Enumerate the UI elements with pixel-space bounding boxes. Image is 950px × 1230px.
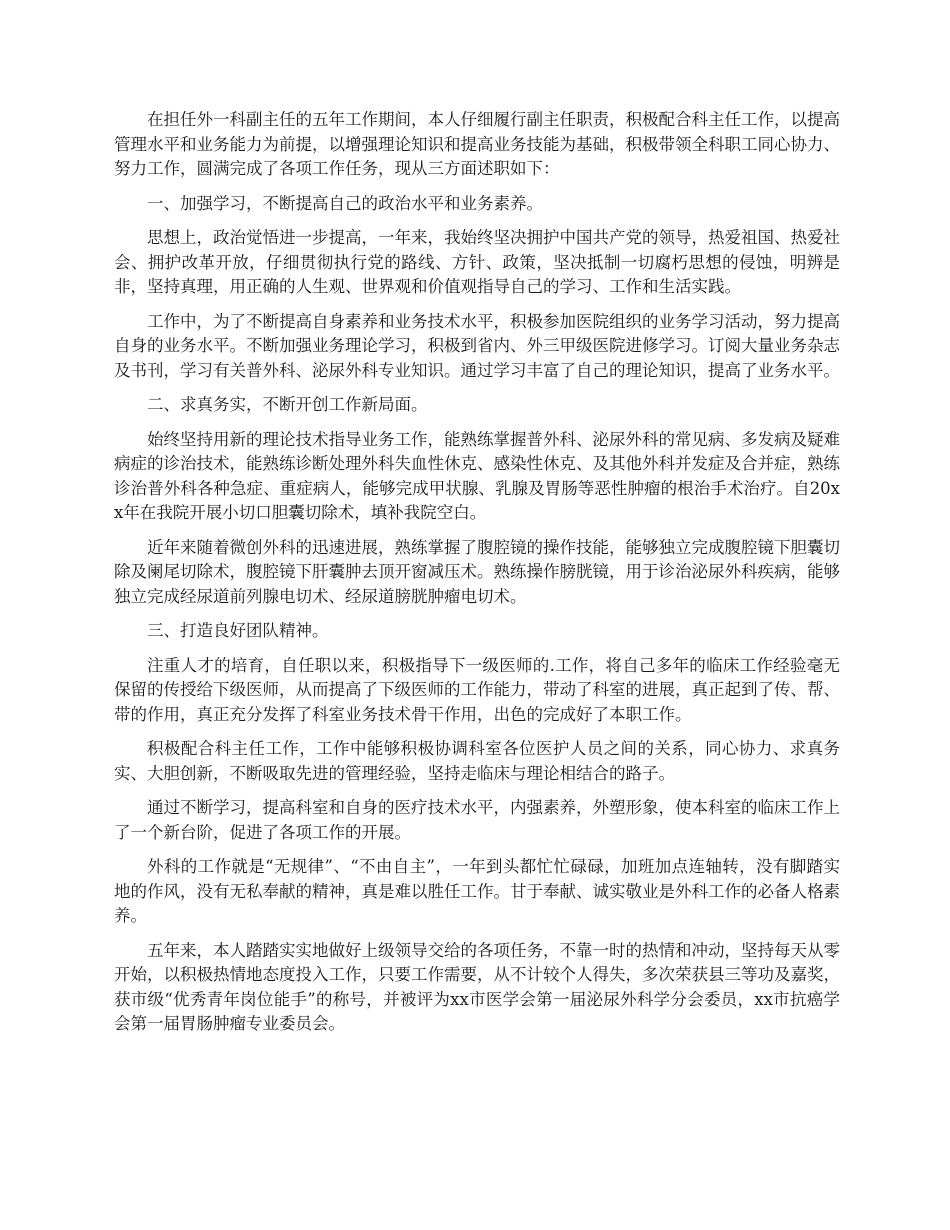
- paragraph: 工作中，为了不断提高自身素养和业务技术水平，积极参加医院组织的业务学习活动，努力提高自身的业务水平。不断加强业务理论学习，积极到省内、外三甲级医院进修学习。订阅大量业务杂志及书刊，学习有关普外科、泌尿外科专业知识。通过学习丰富了自己的理论知识，提高了业务水平。: [114, 311, 840, 380]
- paragraph: 外科的工作就是“无规律”、“不由自主”，一年到头都忙忙碌碌，加班加点连轴转，没有脚踏实地的作风，没有无私奉献的精神，真是难以胜任工作。甘于奉献、诚实敬业是外科工作的必备人格素养。: [114, 857, 840, 925]
- paragraph: 思想上，政治觉悟进一步提高，一年来，我始终坚决拥护中国共产党的领导，热爱祖国、热爱社会、拥护改革开放，仔细贯彻执行党的路线、方针、政策，坚决抵制一切腐朽思想的侵蚀，明辨是非，坚持真理，用正确的人生观、世界观和价值观指导自己的学习、工作和生活实践。: [114, 228, 840, 296]
- paragraph: 注重人才的培育，自任职以来，积极指导下一级医师的.工作，将自己多年的临床工作经验毫无保留的传授给下级医师，从而提高了下级医师的工作能力，带动了科室的进展，真正起到了传、帮、带的作用，真正充分发挥了科室业务技术骨干作用，出色的完成好了本职工作。: [114, 655, 840, 724]
- document-body: [114, 108, 840, 1047]
- paragraph: 积极配合科主任工作，工作中能够积极协调科室各位医护人员之间的关系，同心协力、求真务实、大胆创新，不断吸取先进的管理经验，坚持走临床与理论相结合的路子。: [114, 739, 840, 783]
- paragraph: 近年来随着微创外科的迅速进展，熟练掌握了腹腔镜的操作技能，能够独立完成腹腔镜下胆囊切除及阑尾切除术，腹腔镜下肝囊肿去顶开窗减压术。熟练操作膀胱镜，用于诊治泌尿外科疾病，能够独立完成经尿道前列腺电切术、经尿道膀胱肿瘤电切术。: [114, 537, 840, 606]
- paragraph: 始终坚持用新的理论技术指导业务工作，能熟练掌握普外科、泌尿外科的常见病、多发病及疑难病症的诊治技术，能熟练诊断处理外科失血性休克、感染性休克、及其他外科并发症及合并症，熟练诊治普外科各种急症、重症病人，能够完成甲状腺、乳腺及胃肠等恶性肿瘤的根治手术治疗。自20xx年在我院开展小切口胆囊切除术，填补我院空白。: [114, 429, 840, 522]
- paragraph-intro: 在担任外一科副主任的五年工作期间，本人仔细履行副主任职责，积极配合科主任工作，以提高管理水平和业务能力为前提，以增强理论知识和提高业务技能为基础，积极带领全科职工同心协力、努力工作，圆满完成了各项工作任务，现从三方面述职如下：: [114, 110, 840, 178]
- section-heading-2: 二、求真务实，不断开创工作新局面。: [147, 395, 428, 414]
- section-heading-1: 一、加强学习，不断提高自己的政治水平和业务素养。: [147, 193, 543, 213]
- paragraph-closing: 五年来，本人踏踏实实地做好上级领导交给的各项任务，不靠一时的热情和冲动，坚持每天从零开始，以积极热情地态度投入工作，只要工作需要，从不计较个人得失，多次荣获县三等功及嘉奖，获市级“优秀青年岗位能手”的称号，并被评为xx市医学会第一届泌尿外科学分会委员，xx市抗癌学会第一届胃肠肿瘤专业委员会。: [114, 940, 840, 1033]
- section-heading-3: 三、打造良好团队精神。: [147, 621, 329, 640]
- paragraph: 通过不断学习，提高科室和自身的医疗技术水平，内强素养，外塑形象，使本科室的临床工作上了一个新台阶，促进了各项工作的开展。: [114, 798, 840, 842]
